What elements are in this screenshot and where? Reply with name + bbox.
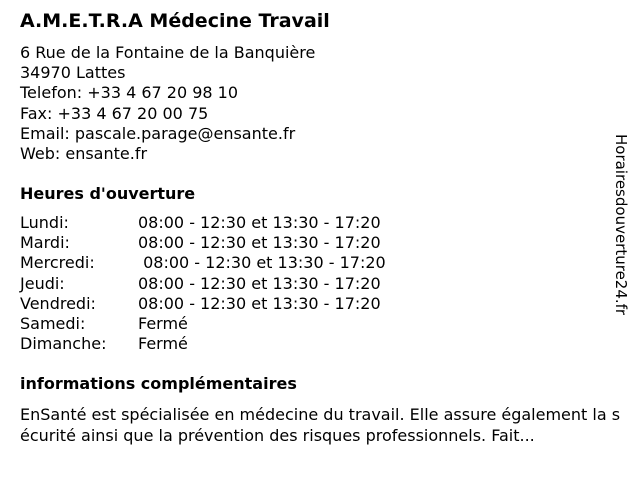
website: Web: ensante.fr: [20, 144, 148, 164]
time-value: Fermé: [138, 314, 188, 334]
day-label: Lundi:: [20, 213, 69, 232]
day-label: Samedi:: [20, 314, 86, 334]
day-label: Vendredi:: [20, 293, 96, 313]
opening-hours-heading: Heures d'ouverture: [20, 184, 196, 203]
time-value: 08:00 - 12:30 et 13:30 - 17:20: [138, 233, 381, 253]
description-text: EnSanté est spécialisée en médecine du travail. Elle assure également la sécurité ainsi que la prévention des risques professionnels. Fait...: [20, 405, 621, 445]
address-city: 34970 Lattes: [20, 63, 126, 83]
day-label: Dimanche:: [20, 334, 107, 354]
fax-number: Fax: +33 4 67 20 00 75: [20, 103, 209, 123]
time-value: 08:00 - 12:30 et 13:30 - 17:20: [138, 273, 381, 293]
hours-row-wednesday: [20, 253, 386, 273]
email-address: Email: pascale.parage@ensante.fr: [20, 123, 296, 143]
hours-row-tuesday: [20, 233, 386, 253]
time-value: Fermé: [138, 334, 188, 354]
hours-row-friday: [20, 294, 386, 314]
contact-block: [20, 43, 315, 164]
hours-row-monday: [20, 213, 386, 233]
additional-info-heading: informations complémentaires: [20, 374, 297, 393]
time-value: 08:00 - 12:30 et 13:30 - 17:20: [138, 213, 381, 232]
phone-number: Telefon: +33 4 67 20 98 10: [20, 83, 239, 103]
hours-row-thursday: [20, 274, 386, 294]
time-value: 08:00 - 12:30 et 13:30 - 17:20: [138, 253, 386, 273]
day-label: Jeudi:: [20, 273, 65, 293]
opening-hours-table: [20, 213, 386, 354]
day-label: Mercredi:: [20, 253, 95, 273]
company-title: A.M.E.T.R.A Médecine Travail: [20, 10, 330, 32]
time-value: 08:00 - 12:30 et 13:30 - 17:20: [138, 293, 381, 313]
hours-row-sunday: [20, 334, 386, 354]
address-street: 6 Rue de la Fontaine de la Banquière: [20, 43, 316, 62]
site-watermark: Horairesdouverture24.fr: [612, 134, 630, 316]
day-label: Mardi:: [20, 233, 70, 253]
hours-row-saturday: [20, 314, 386, 334]
